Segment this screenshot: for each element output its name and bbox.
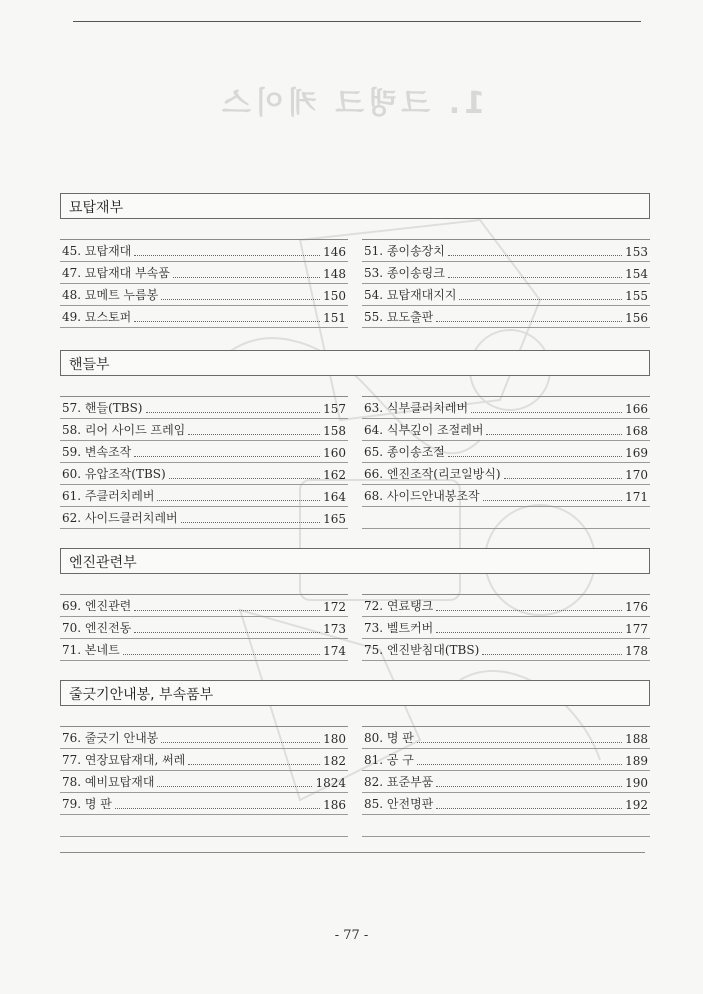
entry-label: 47. 묘탑재대 부속품 <box>62 266 170 280</box>
dot-leader <box>483 500 622 501</box>
entry-page: 180 <box>323 732 346 746</box>
entry-label: 54. 묘탑재대지지 <box>364 288 457 302</box>
entry-label: 68. 사이드안내봉조작 <box>364 489 480 503</box>
toc-entry-blank <box>60 815 348 837</box>
dot-leader <box>161 742 320 743</box>
dot-leader <box>146 412 321 413</box>
entry-page: 146 <box>323 245 346 259</box>
section-handle <box>60 350 650 529</box>
toc-entry <box>362 595 650 617</box>
entry-page: 182 <box>323 754 346 768</box>
dot-leader <box>134 321 320 322</box>
toc-entry <box>60 397 348 419</box>
entry-page: 178 <box>625 644 648 658</box>
entry-page: 154 <box>625 267 648 281</box>
entry-label: 71. 본네트 <box>62 643 120 657</box>
entry-page: 177 <box>625 622 648 636</box>
toc-entry <box>362 284 650 306</box>
dot-leader <box>173 277 320 278</box>
dot-leader <box>134 255 320 256</box>
section-columns <box>60 594 650 661</box>
entry-label: 49. 묘스토퍼 <box>62 310 132 324</box>
toc-entry <box>362 639 650 661</box>
section-columns <box>60 726 650 837</box>
toc-entry <box>362 441 650 463</box>
column-right <box>362 594 650 661</box>
entry-label: 75. 엔진받침대(TBS) <box>364 643 480 657</box>
dot-leader <box>417 764 622 765</box>
entry-label: 69. 엔진관련 <box>62 599 132 613</box>
entry-label: 60. 유압조작(TBS) <box>62 467 166 481</box>
entry-page: 166 <box>625 402 648 416</box>
dot-leader <box>123 654 320 655</box>
toc-entry <box>362 463 650 485</box>
dot-leader <box>188 764 320 765</box>
entry-page: 165 <box>323 512 346 526</box>
dot-leader <box>486 434 622 435</box>
column-right <box>362 239 650 328</box>
section-tray <box>60 193 650 328</box>
dot-leader <box>134 632 320 633</box>
entry-page: 164 <box>323 490 346 504</box>
toc-entry <box>60 262 348 284</box>
page-number: - 77 - <box>334 928 369 943</box>
dot-leader <box>482 654 622 655</box>
toc-entry <box>362 485 650 507</box>
toc-entry <box>362 793 650 815</box>
entry-page: 189 <box>625 754 648 768</box>
dot-leader <box>417 742 622 743</box>
entry-label: 55. 묘도출판 <box>364 310 434 324</box>
dot-leader <box>504 478 623 479</box>
bottom-rule <box>60 852 645 853</box>
entry-page: 174 <box>323 644 346 658</box>
column-left <box>60 239 348 328</box>
section-columns <box>60 239 650 328</box>
entry-page: 176 <box>625 600 648 614</box>
entry-label: 45. 묘탑재대 <box>62 244 132 258</box>
entry-label: 57. 핸들(TBS) <box>62 401 143 415</box>
entry-page: 148 <box>323 267 346 281</box>
dot-leader <box>157 786 312 787</box>
toc-entry <box>60 306 348 328</box>
dot-leader <box>448 255 622 256</box>
toc-entry <box>362 262 650 284</box>
entry-label: 70. 엔진전동 <box>62 621 132 635</box>
dot-leader <box>134 456 320 457</box>
entry-label: 73. 벨트커버 <box>364 621 434 635</box>
dot-leader <box>169 478 320 479</box>
toc-entry <box>60 749 348 771</box>
toc-entry <box>60 793 348 815</box>
section-engine <box>60 548 650 661</box>
entry-label: 48. 묘메트 누름봉 <box>62 288 159 302</box>
entry-page: 157 <box>323 402 346 416</box>
entry-label: 79. 명 판 <box>62 797 112 811</box>
dot-leader <box>436 610 622 611</box>
dot-leader <box>448 456 622 457</box>
entry-label: 59. 변속조작 <box>62 445 132 459</box>
entry-page: 1824 <box>315 776 346 790</box>
toc-entry <box>60 617 348 639</box>
column-right <box>362 726 650 837</box>
toc-entry <box>60 284 348 306</box>
column-left <box>60 396 348 529</box>
top-rule <box>73 21 641 22</box>
entry-label: 72. 연료탱크 <box>364 599 434 613</box>
toc-entry <box>60 441 348 463</box>
dot-leader <box>471 412 622 413</box>
dot-leader <box>436 786 622 787</box>
entry-page: 158 <box>323 424 346 438</box>
section-header: 묘탑재부 <box>60 193 650 219</box>
section-header: 핸들부 <box>60 350 650 376</box>
toc-entry <box>362 617 650 639</box>
entry-page: 169 <box>625 446 648 460</box>
dot-leader <box>188 434 320 435</box>
entry-label: 58. 리어 사이드 프레임 <box>62 423 186 437</box>
entry-page: 168 <box>625 424 648 438</box>
toc-entry <box>362 727 650 749</box>
dot-leader <box>459 299 622 300</box>
dot-leader <box>115 808 320 809</box>
entry-label: 85. 안전명판 <box>364 797 434 811</box>
section-guide-accessories <box>60 680 650 837</box>
dot-leader <box>436 632 622 633</box>
toc-entry <box>60 771 348 793</box>
bleed-through-title: 1. 크랭크 케이스 <box>217 86 486 121</box>
toc-entry <box>362 749 650 771</box>
toc-entry <box>60 240 348 262</box>
entry-page: 153 <box>625 245 648 259</box>
dot-leader <box>436 321 622 322</box>
section-header: 줄긋기안내봉, 부속품부 <box>60 680 650 706</box>
entry-label: 65. 종이송조절 <box>364 445 445 459</box>
section-header: 엔진관련부 <box>60 548 650 574</box>
section-columns <box>60 396 650 529</box>
dot-leader <box>436 808 622 809</box>
entry-page: 186 <box>323 798 346 812</box>
entry-page: 160 <box>323 446 346 460</box>
entry-page: 155 <box>625 289 648 303</box>
entry-page: 171 <box>625 490 648 504</box>
entry-page: 150 <box>323 289 346 303</box>
entry-label: 61. 주클러치레버 <box>62 489 155 503</box>
entry-label: 63. 식부클러치레버 <box>364 401 469 415</box>
dot-leader <box>161 299 320 300</box>
entry-page: 162 <box>323 468 346 482</box>
entry-label: 81. 공 구 <box>364 753 414 767</box>
entry-page: 192 <box>625 798 648 812</box>
entry-label: 76. 줄긋기 안내봉 <box>62 731 159 745</box>
entry-page: 156 <box>625 311 648 325</box>
entry-label: 66. 엔진조작(리코일방식) <box>364 467 501 481</box>
toc-entry <box>60 463 348 485</box>
toc-entry <box>60 727 348 749</box>
entry-page: 190 <box>625 776 648 790</box>
dot-leader <box>157 500 320 501</box>
entry-page: 170 <box>625 468 648 482</box>
entry-label: 51. 종이송장치 <box>364 244 445 258</box>
dot-leader <box>134 610 320 611</box>
toc-entry <box>60 595 348 617</box>
toc-entry <box>362 397 650 419</box>
toc-entry <box>362 771 650 793</box>
entry-page: 151 <box>323 311 346 325</box>
entry-page: 173 <box>323 622 346 636</box>
toc-entry <box>60 639 348 661</box>
entry-page: 172 <box>323 600 346 614</box>
toc-entry <box>362 306 650 328</box>
toc-entry <box>60 507 348 529</box>
dot-leader <box>448 277 622 278</box>
toc-entry <box>60 485 348 507</box>
dot-leader <box>181 522 320 523</box>
entry-label: 77. 연장묘탑재대, 써레 <box>62 753 186 767</box>
entry-label: 78. 예비묘탑재대 <box>62 775 155 789</box>
column-left <box>60 726 348 837</box>
entry-page: 188 <box>625 732 648 746</box>
toc-entry <box>60 419 348 441</box>
entry-label: 53. 종이송링크 <box>364 266 445 280</box>
entry-label: 80. 명 판 <box>364 731 414 745</box>
column-left <box>60 594 348 661</box>
toc-entry <box>362 240 650 262</box>
entry-label: 64. 식부깊이 조절레버 <box>364 423 484 437</box>
entry-label: 82. 표준부품 <box>364 775 434 789</box>
toc-entry <box>362 419 650 441</box>
column-right <box>362 396 650 529</box>
toc-entry-blank <box>362 507 650 529</box>
entry-label: 62. 사이드클러치레버 <box>62 511 178 525</box>
toc-entry-blank <box>362 815 650 837</box>
